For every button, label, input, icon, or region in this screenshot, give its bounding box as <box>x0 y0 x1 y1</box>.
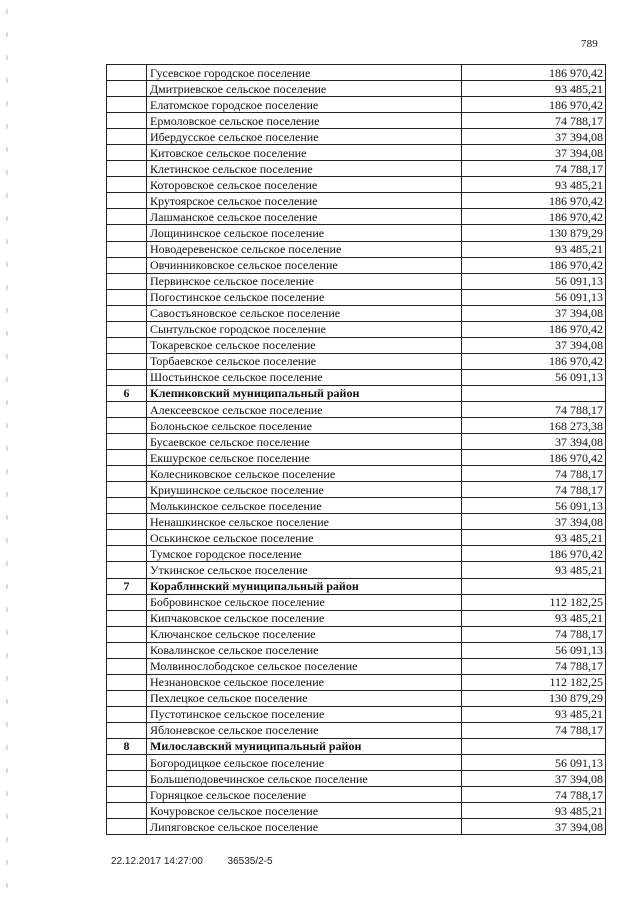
amount-cell: 93 485,21 <box>462 81 606 97</box>
row-number-cell <box>107 145 147 161</box>
settlement-name-cell: Ключанское сельское поселение <box>147 626 462 642</box>
amount-cell: 93 485,21 <box>462 177 606 193</box>
amount-cell: 168 273,38 <box>462 418 606 434</box>
amount-cell: 93 485,21 <box>462 562 606 578</box>
settlement-name-cell: Незнановское сельское поселение <box>147 674 462 690</box>
settlement-name-cell: Горняцкое сельское поселение <box>147 787 462 803</box>
footer-timestamp: 22.12.2017 14:27:00 <box>111 856 203 867</box>
table-row <box>107 819 606 835</box>
table-row <box>107 482 606 498</box>
page-number: 789 <box>580 38 598 50</box>
table-row <box>107 241 606 257</box>
settlement-name-cell: Торбаевское сельское поселение <box>147 353 462 369</box>
row-number-cell <box>107 401 147 417</box>
settlement-name-cell: Шостьинское сельское поселение <box>147 369 462 385</box>
settlement-name-cell: Ермоловское сельское поселение <box>147 113 462 129</box>
table-row <box>107 450 606 466</box>
settlement-name-cell: Кипчаковское сельское поселение <box>147 610 462 626</box>
district-row <box>107 578 606 594</box>
amount-cell: 93 485,21 <box>462 610 606 626</box>
settlement-name-cell: Болоньское сельское поселение <box>147 418 462 434</box>
amount-cell: 112 182,25 <box>462 674 606 690</box>
amount-cell <box>462 578 606 594</box>
row-number-cell <box>107 161 147 177</box>
row-number-cell <box>107 81 147 97</box>
table-row <box>107 337 606 353</box>
table-row <box>107 65 606 81</box>
table-row <box>107 658 606 674</box>
row-number-cell <box>107 353 147 369</box>
amount-cell <box>462 385 606 401</box>
row-number-cell <box>107 177 147 193</box>
settlement-name-cell: Овчинниковское сельское поселение <box>147 257 462 273</box>
district-name-cell: Кораблинский муниципальный район <box>147 578 462 594</box>
district-row <box>107 738 606 754</box>
footer-doc-code: 36535/2-5 <box>227 856 273 867</box>
row-number-cell <box>107 514 147 530</box>
table-row <box>107 787 606 803</box>
row-number-cell <box>107 209 147 225</box>
row-number-cell <box>107 241 147 257</box>
amount-cell: 56 091,13 <box>462 755 606 771</box>
amount-cell: 93 485,21 <box>462 530 606 546</box>
row-number-cell <box>107 305 147 321</box>
table-row <box>107 193 606 209</box>
table-body <box>107 65 606 835</box>
settlement-name-cell: Большеподовечинское сельское поселение <box>147 771 462 787</box>
settlement-name-cell: Пехлецкое сельское поселение <box>147 690 462 706</box>
amount-cell: 74 788,17 <box>462 658 606 674</box>
settlement-name-cell: Клетинское сельское поселение <box>147 161 462 177</box>
settlement-name-cell: Екшурское сельское поселение <box>147 450 462 466</box>
settlement-name-cell: Колесниковское сельское поселение <box>147 466 462 482</box>
amount-cell: 186 970,42 <box>462 209 606 225</box>
table-row <box>107 353 606 369</box>
row-number-cell <box>107 819 147 835</box>
amount-cell: 74 788,17 <box>462 401 606 417</box>
table-row <box>107 418 606 434</box>
settlement-name-cell: Яблоневское сельское поселение <box>147 722 462 738</box>
table-row <box>107 81 606 97</box>
amount-cell: 56 091,13 <box>462 498 606 514</box>
district-name-cell: Милославский муниципальный район <box>147 738 462 754</box>
amount-cell: 186 970,42 <box>462 546 606 562</box>
amount-cell: 56 091,13 <box>462 369 606 385</box>
table-row <box>107 514 606 530</box>
amount-cell: 37 394,08 <box>462 434 606 450</box>
settlement-name-cell: Гусевское городское поселение <box>147 65 462 81</box>
settlement-name-cell: Богородицкое сельское поселение <box>147 755 462 771</box>
page-footer <box>111 856 273 867</box>
row-number-cell <box>107 418 147 434</box>
row-number-cell <box>107 466 147 482</box>
settlement-name-cell: Ибердусское сельское поселение <box>147 129 462 145</box>
settlement-name-cell: Тумское городское поселение <box>147 546 462 562</box>
amount-cell: 130 879,29 <box>462 225 606 241</box>
table-row <box>107 674 606 690</box>
row-number-cell <box>107 482 147 498</box>
table-row <box>107 321 606 337</box>
settlement-name-cell: Молькинское сельское поселение <box>147 498 462 514</box>
amount-cell: 37 394,08 <box>462 129 606 145</box>
table-row <box>107 257 606 273</box>
settlement-name-cell: Которовское сельское поселение <box>147 177 462 193</box>
settlement-name-cell: Лашманское сельское поселение <box>147 209 462 225</box>
row-number-cell <box>107 289 147 305</box>
table-row <box>107 401 606 417</box>
row-number-cell <box>107 610 147 626</box>
row-number-cell <box>107 722 147 738</box>
row-number-cell <box>107 337 147 353</box>
row-number-cell <box>107 498 147 514</box>
amount-cell: 130 879,29 <box>462 690 606 706</box>
row-number-cell <box>107 193 147 209</box>
row-number-cell: 7 <box>107 578 147 594</box>
amount-cell: 186 970,42 <box>462 65 606 81</box>
table-row <box>107 161 606 177</box>
row-number-cell <box>107 690 147 706</box>
amount-cell: 93 485,21 <box>462 241 606 257</box>
amount-cell: 74 788,17 <box>462 787 606 803</box>
table-row <box>107 771 606 787</box>
row-number-cell <box>107 562 147 578</box>
row-number-cell <box>107 642 147 658</box>
amount-cell: 186 970,42 <box>462 450 606 466</box>
row-number-cell <box>107 658 147 674</box>
settlement-name-cell: Молвинослободское сельское поселение <box>147 658 462 674</box>
settlement-name-cell: Дмитриевское сельское поселение <box>147 81 462 97</box>
amount-cell <box>462 738 606 754</box>
table-row <box>107 434 606 450</box>
settlement-name-cell: Токаревское сельское поселение <box>147 337 462 353</box>
settlement-name-cell: Оськинское сельское поселение <box>147 530 462 546</box>
amount-cell: 37 394,08 <box>462 337 606 353</box>
settlement-name-cell: Первинское сельское поселение <box>147 273 462 289</box>
amount-cell: 56 091,13 <box>462 289 606 305</box>
row-number-cell <box>107 369 147 385</box>
table-row <box>107 369 606 385</box>
table-row <box>107 690 606 706</box>
table-row <box>107 706 606 722</box>
settlement-name-cell: Новодеревенское сельское поселение <box>147 241 462 257</box>
settlement-name-cell: Погостинское сельское поселение <box>147 289 462 305</box>
row-number-cell <box>107 755 147 771</box>
row-number-cell <box>107 113 147 129</box>
settlement-name-cell: Алексеевское сельское поселение <box>147 401 462 417</box>
settlement-name-cell: Ненашкинское сельское поселение <box>147 514 462 530</box>
table-row <box>107 305 606 321</box>
settlement-name-cell: Савостьяновское сельское поселение <box>147 305 462 321</box>
row-number-cell: 6 <box>107 385 147 401</box>
row-number-cell <box>107 530 147 546</box>
settlement-name-cell: Бусаевское сельское поселение <box>147 434 462 450</box>
table-row <box>107 466 606 482</box>
settlements-table <box>106 64 606 835</box>
settlement-name-cell: Бобровинское сельское поселение <box>147 594 462 610</box>
amount-cell: 186 970,42 <box>462 321 606 337</box>
settlement-name-cell: Липяговское сельское поселение <box>147 819 462 835</box>
table-row <box>107 498 606 514</box>
table-row <box>107 97 606 113</box>
table-row <box>107 113 606 129</box>
amount-cell: 74 788,17 <box>462 482 606 498</box>
table-row <box>107 129 606 145</box>
amount-cell: 74 788,17 <box>462 113 606 129</box>
settlement-name-cell: Китовское сельское поселение <box>147 145 462 161</box>
row-number-cell <box>107 706 147 722</box>
table-row <box>107 562 606 578</box>
row-number-cell <box>107 129 147 145</box>
amount-cell: 186 970,42 <box>462 193 606 209</box>
amount-cell: 56 091,13 <box>462 273 606 289</box>
table-row <box>107 225 606 241</box>
settlement-name-cell: Крутоярское сельское поселение <box>147 193 462 209</box>
row-number-cell: 8 <box>107 738 147 754</box>
amount-cell: 74 788,17 <box>462 626 606 642</box>
table-row <box>107 722 606 738</box>
amount-cell: 37 394,08 <box>462 771 606 787</box>
amount-cell: 56 091,13 <box>462 642 606 658</box>
row-number-cell <box>107 434 147 450</box>
table-row <box>107 642 606 658</box>
settlement-name-cell: Елатомское городское поселение <box>147 97 462 113</box>
table-row <box>107 145 606 161</box>
settlement-name-cell: Кочуровское сельское поселение <box>147 803 462 819</box>
settlement-name-cell: Криушинское сельское поселение <box>147 482 462 498</box>
settlement-name-cell: Уткинское сельское поселение <box>147 562 462 578</box>
settlement-name-cell: Пустотинское сельское поселение <box>147 706 462 722</box>
table-row <box>107 755 606 771</box>
amount-cell: 93 485,21 <box>462 803 606 819</box>
table-row <box>107 209 606 225</box>
table-row <box>107 273 606 289</box>
settlement-name-cell: Сынтульское городское поселение <box>147 321 462 337</box>
table-row <box>107 803 606 819</box>
scan-margin-specks <box>4 0 12 905</box>
amount-cell: 93 485,21 <box>462 706 606 722</box>
amount-cell: 112 182,25 <box>462 594 606 610</box>
amount-cell: 37 394,08 <box>462 819 606 835</box>
table-row <box>107 610 606 626</box>
row-number-cell <box>107 787 147 803</box>
amount-cell: 37 394,08 <box>462 514 606 530</box>
amount-cell: 74 788,17 <box>462 466 606 482</box>
row-number-cell <box>107 771 147 787</box>
row-number-cell <box>107 450 147 466</box>
row-number-cell <box>107 594 147 610</box>
row-number-cell <box>107 803 147 819</box>
amount-cell: 186 970,42 <box>462 257 606 273</box>
row-number-cell <box>107 65 147 81</box>
table-row <box>107 177 606 193</box>
amount-cell: 37 394,08 <box>462 305 606 321</box>
table-row <box>107 546 606 562</box>
table-row <box>107 626 606 642</box>
row-number-cell <box>107 626 147 642</box>
row-number-cell <box>107 674 147 690</box>
district-row <box>107 385 606 401</box>
amount-cell: 37 394,08 <box>462 145 606 161</box>
row-number-cell <box>107 321 147 337</box>
amount-cell: 74 788,17 <box>462 161 606 177</box>
amount-cell: 74 788,17 <box>462 722 606 738</box>
row-number-cell <box>107 273 147 289</box>
row-number-cell <box>107 257 147 273</box>
amount-cell: 186 970,42 <box>462 353 606 369</box>
row-number-cell <box>107 225 147 241</box>
district-name-cell: Клепиковский муниципальный район <box>147 385 462 401</box>
settlement-name-cell: Лощининское сельское поселение <box>147 225 462 241</box>
settlement-name-cell: Ковалинское сельское поселение <box>147 642 462 658</box>
row-number-cell <box>107 546 147 562</box>
amount-cell: 186 970,42 <box>462 97 606 113</box>
table-row <box>107 594 606 610</box>
table-row <box>107 289 606 305</box>
table-row <box>107 530 606 546</box>
row-number-cell <box>107 97 147 113</box>
